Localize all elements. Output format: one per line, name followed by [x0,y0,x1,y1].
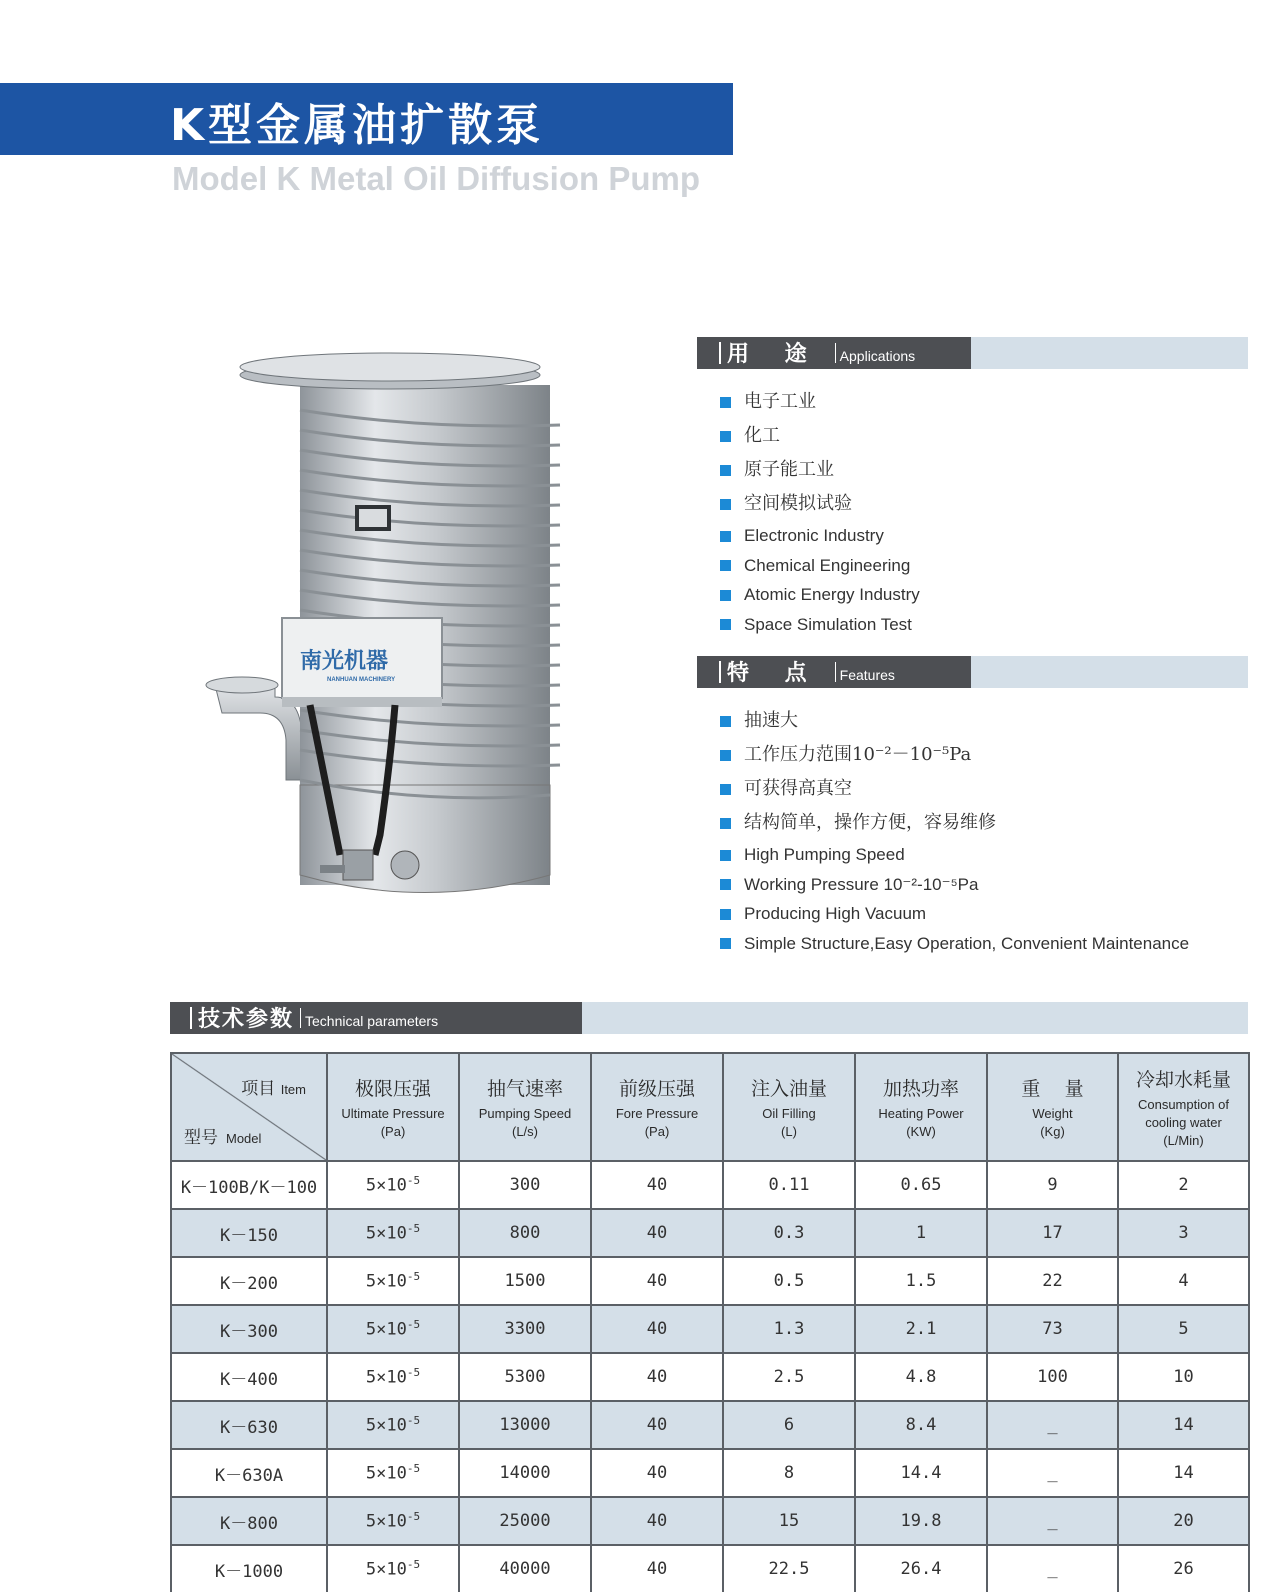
table-cell-oil: 0.11 [723,1161,855,1209]
table-cell-power: 26.4 [855,1545,987,1592]
column-header: 极限压强 Ultimate Pressure (Pa) [327,1053,459,1161]
table-cell-power: 8.4 [855,1401,987,1449]
list-item: High Pumping Speed [720,840,1189,870]
table-cell-pressure: $5\times 10^{-5}$ [327,1401,459,1449]
table-cell-weight: _ [987,1545,1118,1592]
table-cell-weight: 9 [987,1161,1118,1209]
bullet-square-icon [720,716,731,727]
column-header: 冷却水耗量 Consumption of cooling water (L/Min) [1118,1053,1249,1161]
features-title-en: Features [839,666,895,683]
table-cell-oil: 8 [723,1449,855,1497]
table-cell-fore: 40 [591,1209,723,1257]
table-cell-fore: 40 [591,1449,723,1497]
table-cell-water: 2 [1118,1161,1249,1209]
table-cell-speed: 3300 [459,1305,591,1353]
table-cell-speed: 800 [459,1209,591,1257]
bullet-square-icon [720,938,731,949]
bullet-square-icon [720,909,731,920]
tech-table-wrap [170,1052,1248,1592]
list-item: 电子工业 [720,385,920,419]
table-cell-power: 4.8 [855,1353,987,1401]
applications-title-en: Applications [839,347,916,364]
tech-table-body [171,1161,1249,1592]
corner-header: 项目 Item 型号 Model [171,1053,327,1161]
applications-list [720,385,920,639]
table-cell-water: 4 [1118,1257,1249,1305]
column-header: 抽气速率 Pumping Speed (L/s) [459,1053,591,1161]
table-cell-water: 3 [1118,1209,1249,1257]
applications-title-cn: 用 途 [727,342,821,367]
table-cell-power: 1 [855,1209,987,1257]
table-cell-pressure: $5\times 10^{-5}$ [327,1497,459,1545]
table-cell-oil: 2.5 [723,1353,855,1401]
table-cell-model: K－200 [171,1257,327,1305]
list-item: 化工 [720,419,920,453]
tech-title-en: Technical parameters [305,1012,439,1029]
column-header: 重 量 Weight (Kg) [987,1053,1118,1161]
bullet-square-icon [720,431,731,442]
table-row [171,1401,1249,1449]
table-cell-fore: 40 [591,1545,723,1592]
page-title: K型金属油扩散泵 [170,100,545,151]
bullet-square-icon [720,818,731,829]
bullet-square-icon [720,619,731,630]
column-header: 注入油量 Oil Filling (L) [723,1053,855,1161]
table-cell-weight: _ [987,1401,1118,1449]
table-cell-pressure: $5\times 10^{-5}$ [327,1545,459,1592]
table-row [171,1257,1249,1305]
features-title-cn: 特 点 [727,661,821,686]
table-row [171,1209,1249,1257]
bullet-square-icon [720,750,731,761]
list-item: 可获得高真空 [720,772,1189,806]
list-item: 工作压力范围10⁻²－10⁻⁵Pa [720,738,1189,772]
table-row [171,1161,1249,1209]
table-cell-speed: 5300 [459,1353,591,1401]
list-item: 原子能工业 [720,453,920,487]
table-cell-oil: 15 [723,1497,855,1545]
list-item: Working Pressure 10⁻²-10⁻⁵Pa [720,870,1189,900]
table-cell-fore: 40 [591,1401,723,1449]
table-cell-speed: 25000 [459,1497,591,1545]
tech-table [170,1052,1250,1592]
list-item: Producing High Vacuum [720,899,1189,929]
table-cell-pressure: $5\times 10^{-5}$ [327,1353,459,1401]
bullet-square-icon [720,590,731,601]
table-cell-model: K－1000 [171,1545,327,1592]
table-cell-speed: 1500 [459,1257,591,1305]
table-cell-water: 26 [1118,1545,1249,1592]
table-cell-fore: 40 [591,1257,723,1305]
table-cell-weight: _ [987,1449,1118,1497]
nameplate-brand-en: NANHUAN MACHINERY [327,677,396,683]
list-item: Simple Structure,Easy Operation, Convenient Maintenance [720,929,1189,959]
table-cell-power: 19.8 [855,1497,987,1545]
table-cell-model: K－630 [171,1401,327,1449]
bullet-square-icon [720,879,731,890]
table-cell-weight: 22 [987,1257,1118,1305]
table-cell-model: K－400 [171,1353,327,1401]
list-item: 空间模拟试验 [720,487,920,521]
table-cell-power: 14.4 [855,1449,987,1497]
features-list [720,704,1189,958]
table-cell-weight: 17 [987,1209,1118,1257]
bullet-square-icon [720,397,731,408]
table-row [171,1353,1249,1401]
table-cell-weight: _ [987,1497,1118,1545]
title-banner [0,83,733,155]
bullet-square-icon [720,499,731,510]
table-row [171,1497,1249,1545]
table-cell-weight: 100 [987,1353,1118,1401]
table-cell-model: K－630A [171,1449,327,1497]
bullet-square-icon [720,560,731,571]
table-cell-oil: 0.5 [723,1257,855,1305]
table-cell-model: K－800 [171,1497,327,1545]
table-cell-fore: 40 [591,1353,723,1401]
table-cell-oil: 22.5 [723,1545,855,1592]
table-cell-model: K－300 [171,1305,327,1353]
table-cell-oil: 6 [723,1401,855,1449]
table-cell-fore: 40 [591,1497,723,1545]
table-cell-water: 5 [1118,1305,1249,1353]
table-row [171,1449,1249,1497]
list-item: 结构简单，操作方便，容易维修 [720,806,1189,840]
bullet-square-icon [720,784,731,795]
column-header: 前级压强 Fore Pressure (Pa) [591,1053,723,1161]
table-cell-pressure: $5\times 10^{-5}$ [327,1161,459,1209]
table-cell-pressure: $5\times 10^{-5}$ [327,1257,459,1305]
list-item: 抽速大 [720,704,1189,738]
table-cell-speed: 13000 [459,1401,591,1449]
bullet-square-icon [720,531,731,542]
table-cell-water: 10 [1118,1353,1249,1401]
list-item: Space Simulation Test [720,610,920,640]
table-cell-fore: 40 [591,1161,723,1209]
table-row [171,1305,1249,1353]
table-row [171,1545,1249,1592]
table-cell-power: 2.1 [855,1305,987,1353]
table-cell-pressure: $5\times 10^{-5}$ [327,1449,459,1497]
table-cell-speed: 40000 [459,1545,591,1592]
table-cell-pressure: $5\times 10^{-5}$ [327,1209,459,1257]
features-header [697,656,1248,688]
page-subtitle: Model K Metal Oil Diffusion Pump [172,160,700,197]
pump-illustration [200,335,600,915]
tech-header [170,1002,1248,1034]
table-header-row [171,1053,1249,1161]
list-item: Electronic Industry [720,521,920,551]
table-cell-model: K－150 [171,1209,327,1257]
table-cell-fore: 40 [591,1305,723,1353]
bullet-square-icon [720,465,731,476]
list-item: Atomic Energy Industry [720,580,920,610]
table-cell-speed: 14000 [459,1449,591,1497]
table-cell-pressure: $5\times 10^{-5}$ [327,1305,459,1353]
table-cell-weight: 73 [987,1305,1118,1353]
nameplate-brand: 南光机器 [300,649,389,674]
table-cell-oil: 0.3 [723,1209,855,1257]
table-cell-water: 20 [1118,1497,1249,1545]
applications-header [697,337,1248,369]
table-cell-water: 14 [1118,1401,1249,1449]
bullet-square-icon [720,850,731,861]
table-cell-oil: 1.3 [723,1305,855,1353]
column-header: 加热功率 Heating Power (KW) [855,1053,987,1161]
table-cell-water: 14 [1118,1449,1249,1497]
table-cell-speed: 300 [459,1161,591,1209]
table-cell-model: K－100B/K－100 [171,1161,327,1209]
table-cell-power: 1.5 [855,1257,987,1305]
list-item: Chemical Engineering [720,551,920,581]
table-cell-power: 0.65 [855,1161,987,1209]
tech-title-cn: 技术参数 [198,1007,295,1032]
